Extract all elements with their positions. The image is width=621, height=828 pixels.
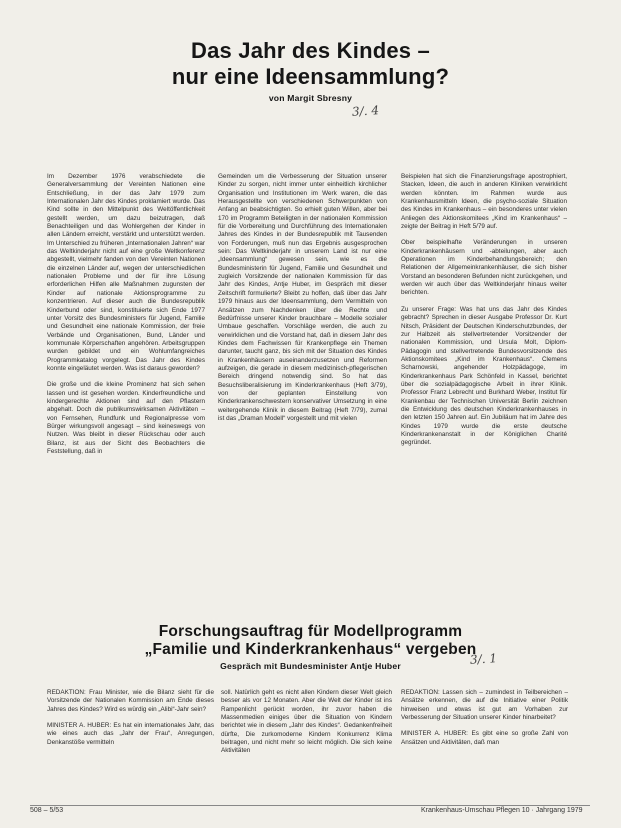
interview-paragraph: soll. Natürlich geht es nicht allen Kindern dieser Welt gleich besser als vor 12 Monaten. Aber die Welt der Kinder ist ins Rampenlicht gerückt worden, ihr zuvor haben die Massenmedien einiges über die Situation von Kindern berichtet wie in diesem „Jahr des Kindes“. Gedankenfreiheit dürfte, Die zurkomoderne Kindern Konkurrenz Klima beitragen, und nicht mehr so leicht möglich. Die sich keine Aktivitäten — [221, 689, 392, 755]
journal-name: Krankenhaus-Umschau Pflegen 10 · Jahrgang 1979 — [421, 807, 583, 814]
interview-byline: Gespräch mit Bundesminister Antje Huber — [220, 661, 401, 671]
article-byline: von Margit Sbresny — [268, 93, 353, 103]
article-paragraph: Im Dezember 1976 verabschiedete die Generalversammlung der Vereinten Nationen eine Entschließung, in der das Jahr 1979 zum Internationalen Jahr des Kindes proklamiert wurde. Das Kind sollte in den Mittelpunkt des Weltöffentlichkeit gestellt werden, um dazu beizutragen, daß Benachteiligen und das Wohlergehen der Kinder in allen Ländern erreicht, verstärkt und unterstützt werden. Im Unterschied zu früheren „Internationalen Jahren“ war das Weltkinderjahr nicht auf eine große Weltkonferenz abgestellt, vielmehr fanden von den Vereinten Nationen die einzelnen Länder auf, wegen der unterschiedlichen nationalen Probleme und der für ihre Lösung erforderlichen Hilfen alle Maßnahmen zugunsten der Kinder auf nationale Aktionsprogramme zu konzentrieren. Auf dieser auch die Bundesrepublik Kinderbund oder sind, konstituierte sich Ende 1977 unter Vorsitz des Bundesministers für Jugend, Familie und Gesundheit eine nationale Kommission, der freie Verbände und Organisationen, Bund, Länder und kommunale Körperschaften angehören. Arbeitsgruppen wurden gebildet und ein Wohlumfangreiches Programmkatalog vorgelegt. Das Jahr des Kindes konnte eingeläutet werden. Was ist daraus geworden? — [47, 173, 205, 372]
interview-column-2 — [221, 689, 392, 805]
interview-title-line-1: Forschungsauftrag für Modellprogramm — [158, 623, 463, 640]
interview-column-3 — [401, 689, 568, 805]
interview-column-1 — [47, 689, 214, 805]
article-title-line-2: nur eine Ideensammlung? — [171, 64, 450, 89]
footer-divider — [30, 805, 590, 806]
article-paragraph: Gemeinden um die Verbesserung der Situation unserer Kinder zu sorgen, nicht immer unter einheitlich kirchlicher Organisation und Institutionen im Werk waren, die das Herausgestellte von verschiedenen Schwerpunkten von Anfang an beabsichtigten. So erhielt guten Willen, aber bei 170 im Programm Beteiligten in der nationalen Kommission für die Vorbereitung und Durchführung des Internationalen Jahres des Kindes in der Bundesrepublik mit Tausenden von Forderungen, muß nun das Ergebnis ausgesprochen sein: Das Weltkinderjahr in unserem Land ist nur eine „Ideensammlung“ gewesen sein, wie es die Bundesministerin für Jugend, Familie und Gesundheit und zugleich Vorsitzende der nationalen Kommission für das Jahr des Kindes, Antje Huber, im Gespräch mit dieser Zeitschrift formulierte? Bleibt zu hoffen, daß über das Jahr 1979 hinaus aus der Ideensammlung, dem Vermitteln von Ansätzen zum Nachdenken über die Rechte und Bedürfnisse unserer Kinder brauchbare – Modelle sozialer Umbaue geschaffen. Vorschläge werden, die auch zu verwirklichen und die Vorstand hat, daß in diesem Jahr des Kindes dem Fachwissen für Krankenpflege ein Themen darunter, taucht ganz, bis sich mit der Situation des Kindes in Krankenhäusern auseinanderzusetzen und Reformen aufzeigen, die gerade in diesem medizinisch-pflegerischen Bereich dringend notwendig sind. So hat das Besuchsliberalisierung im Kinderkrankenhaus (Heft 3/79), von der geplanten Einstellung von Kinderkrankenschwestern konservativer Umsetzung in eine weitergehende Klinik in diesem Beitrag (Heft 7/79), zumal ist das „Draman Modell“ vorgestellt und mit vielen — [218, 173, 387, 422]
handwritten-note: 3/. 1 — [469, 651, 498, 667]
interview-paragraph: MINISTER A. HUBER: Es hat ein internationales Jahr, das wie eines auch das „Jahr der Frau“, Anregungen, Denkanstöße vermitteln — [47, 722, 214, 746]
article-title-line-1: Das Jahr des Kindes – — [191, 38, 430, 63]
page-number: 508 – 5/53 — [30, 807, 64, 814]
interview-paragraph: MINISTER A. HUBER: Es gibt eine so große Zahl von Ansätzen und Aktivitäten, daß man — [401, 730, 568, 746]
interview-title-line-2: „Familie und Kinderkrankenhaus“ vergeben — [144, 641, 477, 658]
article-column-3 — [401, 173, 567, 634]
article-column-2 — [218, 173, 387, 634]
handwritten-note: 3/. 4 — [351, 103, 380, 119]
interview-paragraph: REDAKTION: Lassen sich – zumindest in Teilbereichen – Ansätze erkennen, die auf die Initiative einer Politik hinweisen und etwas ist gut am Vorhaben zur Verbesserung der Situation unserer Kinder hinarbeitet? — [401, 689, 568, 722]
article-paragraph: Zu unserer Frage: Was hat uns das Jahr des Kindes gebracht? Sprechen in dieser Ausgabe Professor Dr. Kurt Nitsch, Präsident der Deutschen Kinderschutzbundes, der zur Halbzeit als stellvertretender Vorsitzender der nationalen Kommission, und Ursula Molt, Diplom-Pädagogin und stellvertretende Bundesvorsitzende des Aktionskomitees „Kind im Krankenhaus“. Clemens Scharnowski, angehender Holzpädagoge, im Kinderkrankenhaus Park Schönfeld in Kassel, berichtet über die sozialpädagogische Arbeit in ihrer Klinik. Professor Franz Lebrecht und Burkhard Weber, Institut für Krankenbau der Technischen Universität Berlin zeichnen die Entwicklung des deutschen Kinderkrankenhauses in den letzten 150 Jahren auf. Ein Jubiläum hat im Jahre des Kindes 1979 wurde die erste deutsche Kinderkrankenanstalt in der Königlichen Charité gegründet. — [401, 305, 567, 447]
article-paragraph: Ober beispielhafte Veränderungen in unseren Kinderkrankenhäusern und -abteilungen, aber auch Operationen im Kinderbehandlungsbereich; den Relationen der Allgemeinkrankenhäuser, die sich bisher Vorstand an besonderen Befunden nicht zurückgehen, und werden wir auch über das Weltkinderjahr hinaus weiter berichten. — [401, 239, 567, 297]
article-column-1 — [47, 173, 205, 634]
article-paragraph: Beispielen hat sich die Finanzierungsfrage apostrophiert, Stacken, Ideen, die auch in anderen Kliniken verwirklicht werden könnten. Im Rahmen wurde aus Krankenhausmitteln Ideen, die psycho-soziale Situation des Kindes im Krankenhaus – ein besonderes unter vielen Anliegen des Aktionskomitees „Kind im Krankenhaus“ – zeigte der Beitrag in Heft 5/79 auf. — [401, 173, 567, 231]
article-paragraph: Die große und die kleine Prominenz hat sich sehen lassen und ist gesehen worden. Kinderfreundliche und kindergerechte Aktionen sind auf den Pflastern abgehalt. Doch die publikumswirksamen Aktivitäten – von Fernsehen, Rundfunk und Regionalpresse vom Bürger wirkungsvoll angesagt – sind keineswegs von Nutzen. Was bleibt in dieser Rückschau oder auch Bilanz, ist aus der Sicht des Beobachters die Feststellung, daß in — [47, 381, 205, 455]
interview-paragraph: REDAKTION: Frau Minister, wie die Bilanz sieht für die Vorsitzende der Nationalen Kommission am Ende dieses Jahres des Kindes? Wird es würdig ein „Alibi“-Jahr sein? — [47, 689, 214, 713]
